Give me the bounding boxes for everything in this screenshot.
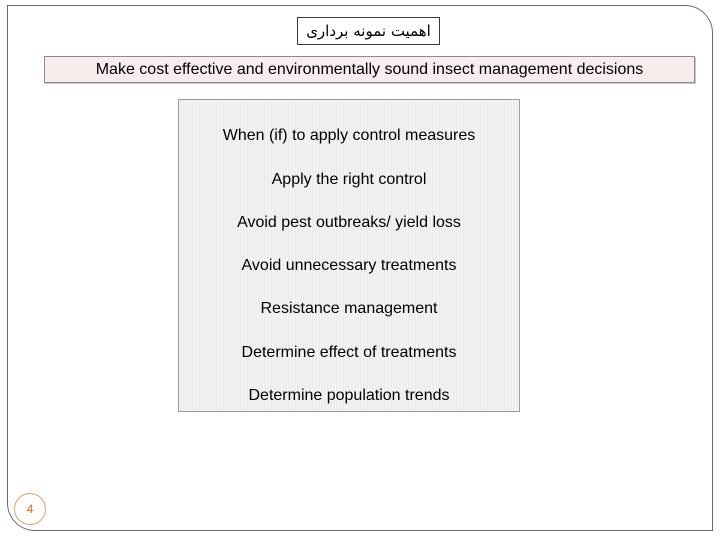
slide-title: اهمیت نمونه برداری bbox=[297, 17, 440, 45]
objectives-list bbox=[178, 99, 520, 412]
list-item: Determine population trends bbox=[248, 387, 450, 404]
list-item: Resistance management bbox=[260, 300, 438, 317]
list-item: Avoid pest outbreaks/ yield loss bbox=[237, 214, 461, 231]
page-number: 4 bbox=[14, 493, 46, 525]
list-item: Avoid unnecessary treatments bbox=[241, 257, 457, 274]
slide-subtitle: Make cost effective and environmentally sound insect management decisions bbox=[44, 56, 695, 83]
list-item: Determine effect of treatments bbox=[241, 344, 457, 361]
list-item: When (if) to apply control measures bbox=[222, 127, 476, 144]
list-item: Apply the right control bbox=[271, 171, 427, 188]
